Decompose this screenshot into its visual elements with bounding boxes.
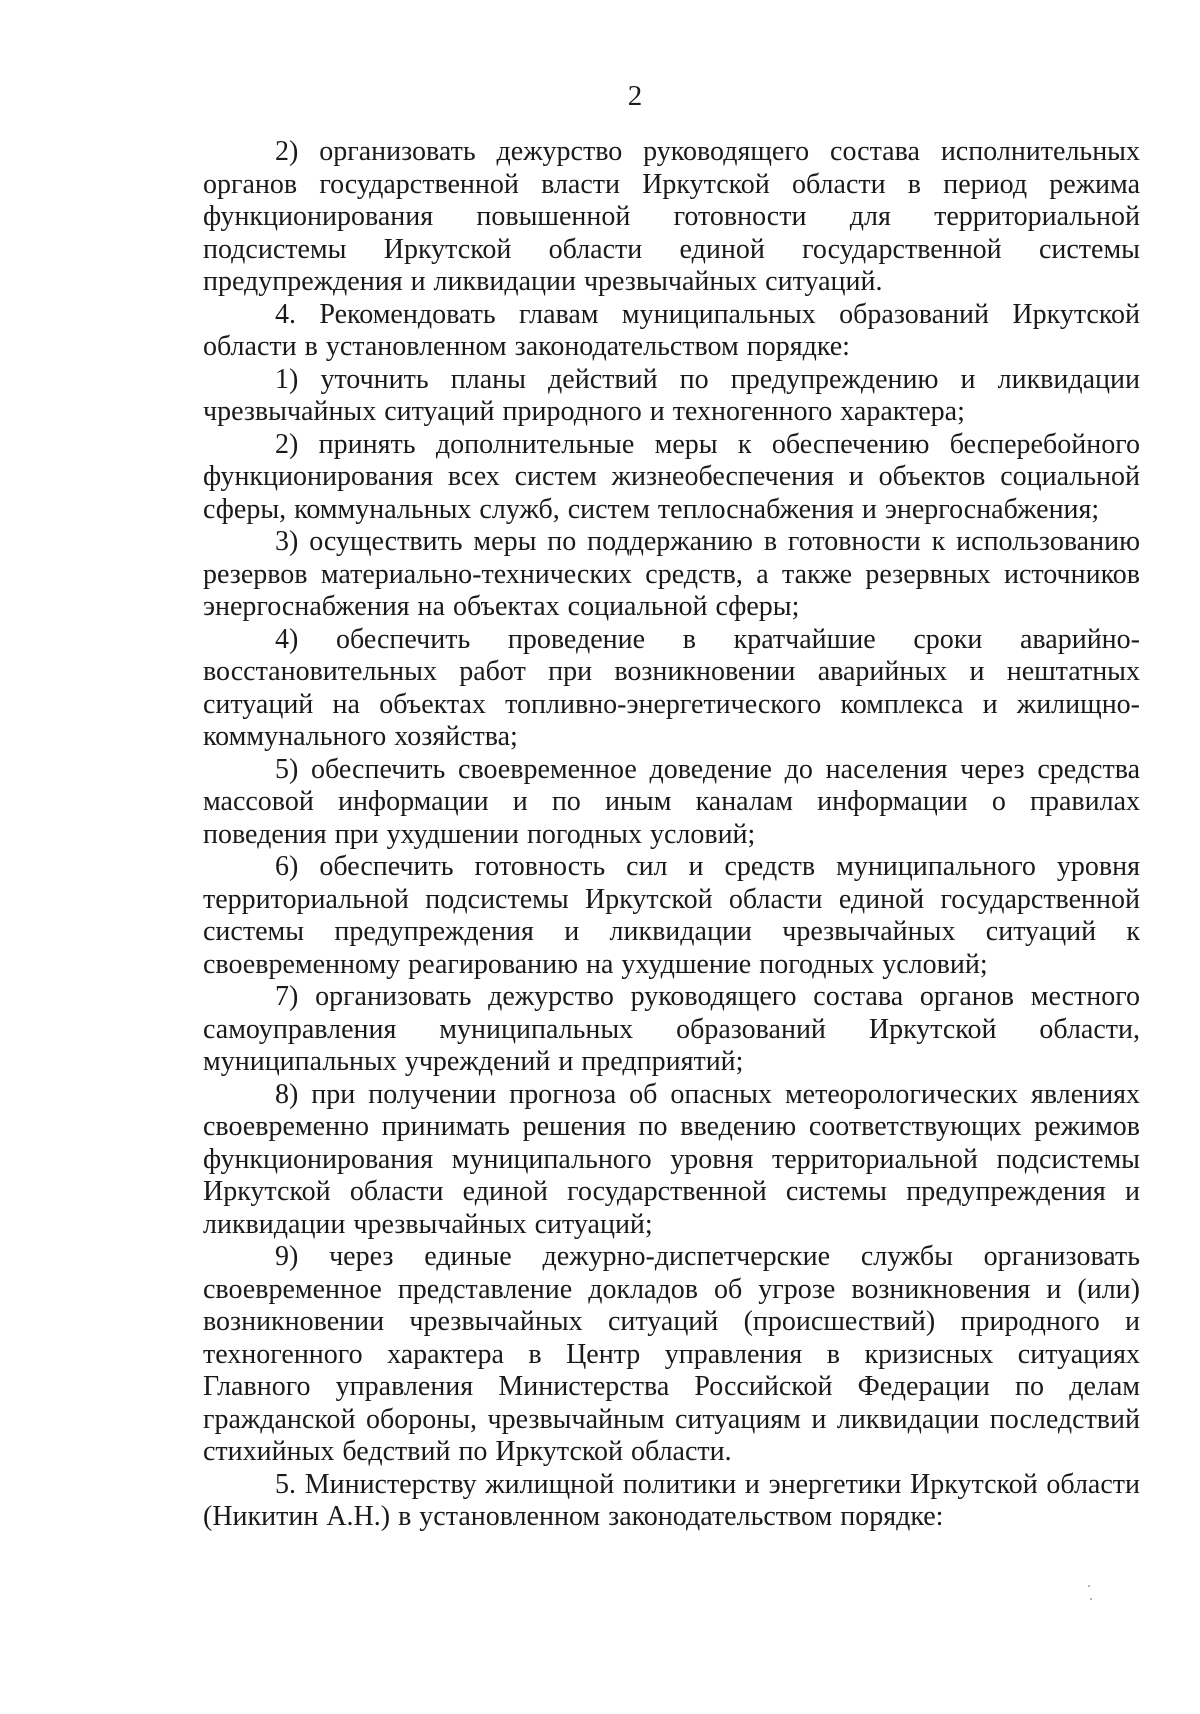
paragraph-section-5: 5. Министерству жилищной политики и энергетики Иркутской области (Никитин А.Н.) в установленном законодательством порядке: bbox=[203, 1468, 1140, 1532]
scan-speck bbox=[1088, 1585, 1090, 1587]
paragraph-4-item-4: 4) обеспечить проведение в кратчайшие сроки аварийно-восстановительных работ при возникновении аварийных и нештатных ситуаций на объектах топливно-энергетического комплекса и жилищно-коммунального хозяйства; bbox=[203, 623, 1140, 752]
document-body bbox=[203, 136, 1140, 1534]
paragraph-4-item-8: 8) при получении прогноза об опасных метеорологических явлениях своевременно принимать решения по введению соответствующих режимов функционирования муниципального уровня территориальной подсистемы Иркутской области единой государственной системы предупреждения и ликвидации чрезвычайных ситуаций; bbox=[203, 1078, 1140, 1240]
paragraph-4-item-1: 1) уточнить планы действий по предупреждению и ликвидации чрезвычайных ситуаций природного и техногенного характера; bbox=[203, 363, 1140, 427]
paragraph-4-item-2: 2) принять дополнительные меры к обеспечению бесперебойного функционирования всех систем жизнеобеспечения и объектов социальной сферы, коммунальных служб, систем теплоснабжения и энергоснабжения; bbox=[203, 428, 1140, 525]
page-number: 2 bbox=[627, 80, 643, 112]
paragraph-4-item-5: 5) обеспечить своевременное доведение до населения через средства массовой информации и по иным каналам информации о правилах поведения при ухудшении погодных условий; bbox=[203, 753, 1140, 850]
paragraph-section-4: 4. Рекомендовать главам муниципальных образований Иркутской области в установленном законодательством порядке: bbox=[203, 298, 1140, 362]
paragraph-4-item-3: 3) осуществить меры по поддержанию в готовности к использованию резервов материально-технических средств, а также резервных источников энергоснабжения на объектах социальной сферы; bbox=[203, 526, 1140, 622]
paragraph-4-item-7: 7) организовать дежурство руководящего состава органов местного самоуправления муниципальных образований Иркутской области, муниципальных учреждений и предприятий; bbox=[203, 981, 1140, 1077]
paragraph-4-item-6: 6) обеспечить готовность сил и средств муниципального уровня территориальной подсистемы Иркутской области единой государственной системы предупреждения и ликвидации чрезвычайных ситуаций к своевременному реагированию на ухудшение погодных условий; bbox=[203, 851, 1140, 980]
paragraph-1-item-2: 2) организовать дежурство руководящего состава исполнительных органов государственной власти Иркутской области в период режима функционирования повышенной готовности для территориальной подсистемы Иркутской области единой государственной системы предупреждения и ликвидации чрезвычайных ситуаций. bbox=[203, 136, 1140, 297]
paragraph-4-item-9: 9) через единые дежурно-диспетчерские службы организовать своевременное представление докладов об угрозе возникновения и (или) возникновении чрезвычайных ситуаций (происшествий) природного и техногенного характера в Центр управления в кризисных ситуациях Главного управления Министерства Российской Федерации по делам гражданской обороны, чрезвычайным ситуациям и ликвидации последствий стихийных бедствий по Иркутской области. bbox=[203, 1241, 1140, 1467]
scan-speck bbox=[1090, 1598, 1092, 1600]
